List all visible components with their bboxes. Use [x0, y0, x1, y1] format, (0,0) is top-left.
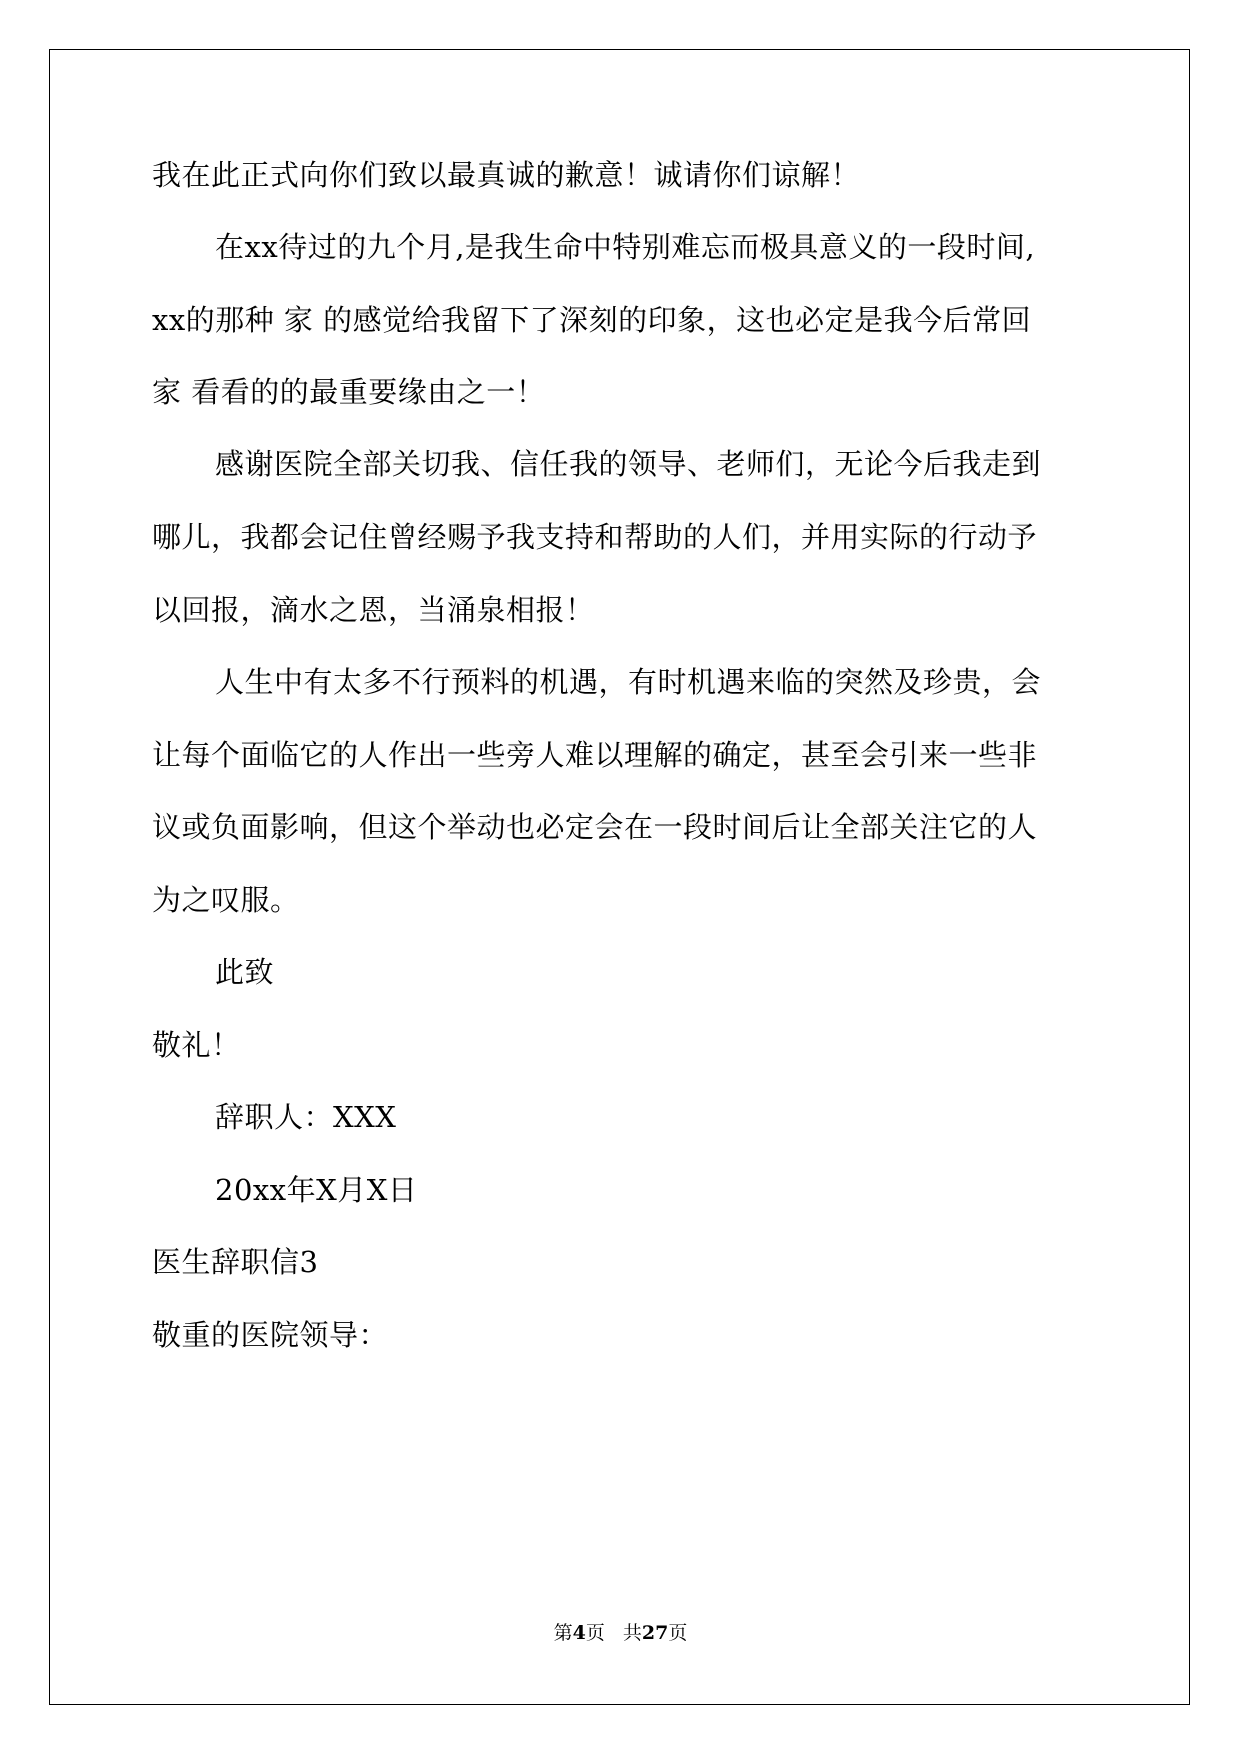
footer-page-prefix: 第: [553, 1622, 573, 1644]
text-line-criticism: 议或负面影响，但这个举动也必定会在一段时间后让全部关注它的人: [152, 810, 1038, 844]
footer-total-suffix: 页: [668, 1622, 688, 1644]
text-line-reason: 家 看看的的最重要缘由之一！: [152, 375, 546, 409]
footer-page-total: 27: [641, 1622, 669, 1644]
text-line-opportunity: 人生中有太多不行预料的机遇，有时机遇来临的突然及珍贵，会: [215, 665, 1042, 699]
closing-regards: 敬礼！: [152, 1028, 241, 1062]
text-line-apology: 我在此正式向你们致以最真诚的歉意！诚请你们谅解！: [152, 158, 861, 192]
text-line-nine-months: 在xx待过的九个月,是我生命中特别难忘而极具意义的一段时间,: [215, 230, 1036, 264]
footer-page-current: 4: [572, 1622, 586, 1644]
text-line-remember: 哪儿，我都会记住曾经赐予我支持和帮助的人们，并用实际的行动予: [152, 520, 1038, 554]
text-line-thanks: 感谢医院全部关切我、信任我的领导、老师们，无论今后我走到: [215, 447, 1042, 481]
text-line-admire: 为之叹服。: [152, 883, 300, 917]
page-border: [49, 49, 1190, 1705]
section-title: 医生辞职信3: [152, 1245, 319, 1279]
page-footer: [0, 1621, 1241, 1645]
signature-line: 辞职人：XXX: [215, 1100, 397, 1134]
footer-total-prefix: 共: [622, 1622, 642, 1644]
text-line-repay: 以回报，滴水之恩，当涌泉相报！: [152, 593, 595, 627]
text-line-decision: 让每个面临它的人作出一些旁人难以理解的确定，甚至会引来一些非: [152, 738, 1038, 772]
date-line: 20xx年X月X日: [215, 1173, 418, 1207]
letter-greeting: 敬重的医院领导：: [152, 1318, 389, 1352]
footer-page-suffix: 页: [585, 1622, 605, 1644]
closing-salutation: 此致: [215, 955, 275, 989]
text-line-home-feeling: xx的那种 家 的感觉给我留下了深刻的印象，这也必定是我今后常回: [152, 303, 1032, 337]
